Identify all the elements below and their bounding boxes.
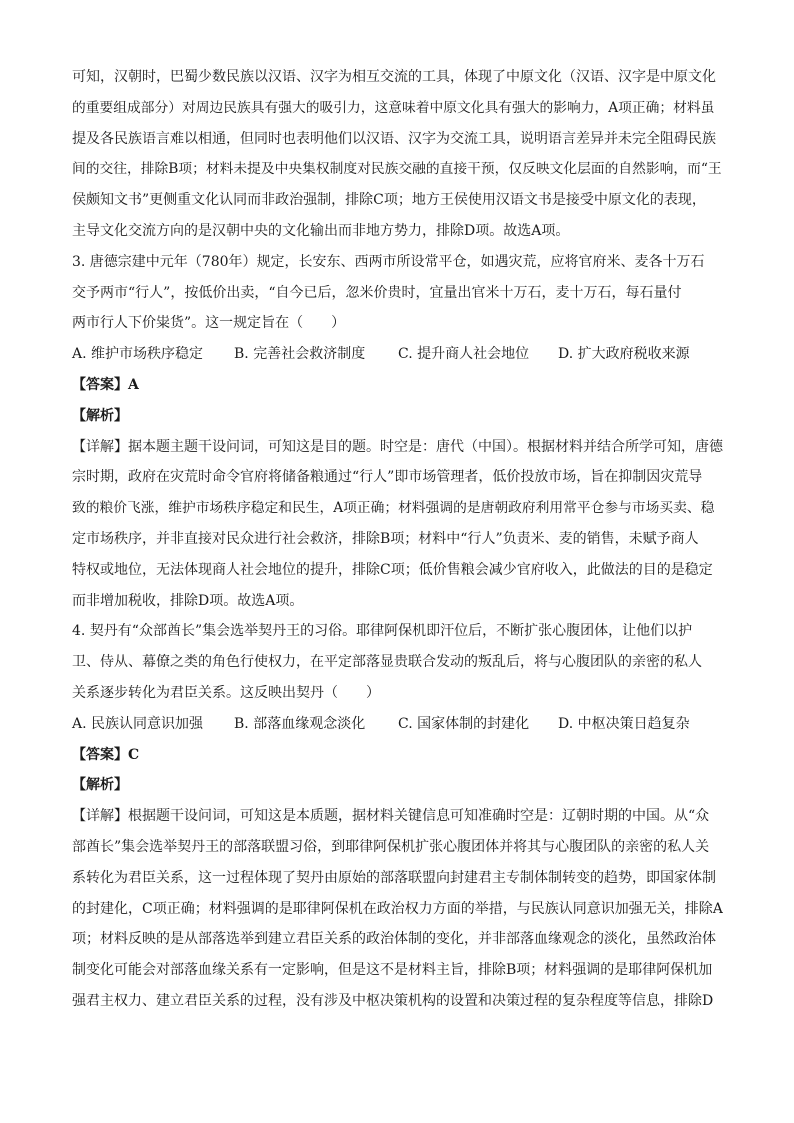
detail-line: 【详解】根据题干设问词，可知这是本质题，据材料关键信息可知准确时空是：辽朝时期的中国。从“众	[72, 808, 710, 825]
option-b: B. 完善社会救济制度	[234, 346, 366, 363]
option-a: A. 维护市场秩序稳定	[72, 346, 204, 363]
question-stem-line: 3. 唐德宗建中元年（780年）规定，长安东、西两市所设常平仓，如遇灾荒，应将官府米、麦各十万石	[72, 253, 705, 270]
question-stem-line: 卫、侍从、幕僚之类的角色行使权力，在平定部落显贵联合发动的叛乱后，将与心腹团队的亲密的私人	[72, 654, 702, 671]
detail-line: 的封建化，C项正确；材料强调的是耶律阿保机在政治权力方面的举措，与民族认同意识加强无关，排除A	[72, 900, 723, 917]
analysis-label: 【解析】	[72, 407, 128, 424]
detail-line: 特权或地位，无法体现商人社会地位的提升，排除C项；低价售粮会减少官府收入，此做法的目的是稳定	[72, 561, 713, 578]
text-line: 提及各民族语言难以相通，但同时也表明他们以汉语、汉字为交流工具，说明语言差异并未完全阻碍民族	[72, 130, 716, 147]
question-stem-line: 4. 契丹有“众部酋长”集会选举契丹王的习俗。耶律阿保机即汗位后，不断扩张心腹团体，让他们以护	[72, 623, 693, 640]
detail-line: 【详解】据本题主题干设问词，可知这是目的题。时空是：唐代（中国）。根据材料并结合所学可知，唐德	[72, 438, 723, 455]
detail-line: 定市场秩序，并非直接对民众进行社会救济，排除B项；材料中“行人”负责米、麦的销售，未赋予商人	[72, 530, 699, 547]
detail-line: 项；材料反映的是从部落选举到建立君臣关系的政治体制的变化，并非部落血缘观念的淡化，虽然政治体	[72, 931, 716, 948]
text-line: 主导文化交流方向的是汉朝中央的文化输出而非地方势力，排除D项。故选A项。	[72, 222, 570, 239]
question-4	[72, 616, 724, 1016]
question-stem-line: 关系逐步转化为君臣关系。这反映出契丹（ ）	[72, 684, 380, 701]
answer-label: 【答案】C	[72, 746, 140, 763]
detail-line: 致的粮价飞涨，维护市场秩序稳定和民生，A项正确；材料强调的是唐朝政府利用常平仓参与市场买卖、稳	[72, 500, 715, 517]
text-line: 间的交往，排除B项；材料未提及中央集权制度对民族交融的直接干预，仅反映文化层面的自然影响，而“王	[72, 161, 722, 178]
text-line: 可知，汉朝时，巴蜀少数民族以汉语、汉字为相互交流的工具，体现了中原文化（汉语、汉字是中原文化	[72, 69, 716, 85]
question-stem-line: 交予两市“行人”，按低价出卖，“自今已后，忽米价贵时，宜量出官米十万石，麦十万石，每石量付	[72, 284, 682, 301]
option-d: D. 扩大政府税收来源	[558, 346, 690, 363]
answer-label: 【答案】A	[72, 376, 139, 393]
option-c: C. 提升商人社会地位	[398, 346, 530, 363]
text-line: 侯颇知文书”更侧重文化认同而非政治强制，排除C项；地方王侯使用汉语文书是接受中原文化的表现，	[72, 192, 706, 209]
question-stem-line: 两市行人下价粜货”。这一规定旨在（ ）	[72, 315, 346, 332]
option-d: D. 中枢决策日趋复杂	[558, 715, 690, 732]
previous-analysis	[72, 62, 724, 247]
detail-line: 系转化为君臣关系，这一过程体现了契丹由原始的部落联盟向封建君主专制体制转变的趋势，即国家体制	[72, 869, 716, 886]
question-3	[72, 247, 724, 617]
option-b: B. 部落血缘观念淡化	[234, 715, 366, 732]
detail-line: 制变化可能会对部落血缘关系有一定影响，但是这不是材料主旨，排除B项；材料强调的是耶律阿保机加	[72, 962, 713, 979]
detail-line: 宗时期，政府在灾荒时命令官府将储备粮通过“行人”即市场管理者，低价投放市场，旨在抑制因灾荒导	[72, 469, 703, 486]
option-a: A. 民族认同意识加强	[72, 715, 204, 732]
detail-line: 强君主权力、建立君臣关系的过程，没有涉及中枢决策机构的设置和决策过程的复杂程度等信息，排除D	[72, 992, 714, 1009]
detail-line: 部酋长”集会选举契丹王的部落联盟习俗，到耶律阿保机扩张心腹团体并将其与心腹团队的亲密的私人关	[72, 838, 710, 855]
analysis-label: 【解析】	[72, 777, 128, 794]
answer-options	[72, 709, 724, 740]
answer-options	[72, 339, 724, 370]
detail-line: 而非增加税收，排除D项。故选A项。	[72, 592, 304, 609]
text-line: 的重要组成部分）对周边民族具有强大的吸引力，这意味着中原文化具有强大的影响力，A项正确；材料虽	[72, 99, 715, 116]
document-page	[72, 62, 724, 1017]
option-c: C. 国家体制的封建化	[398, 715, 530, 732]
